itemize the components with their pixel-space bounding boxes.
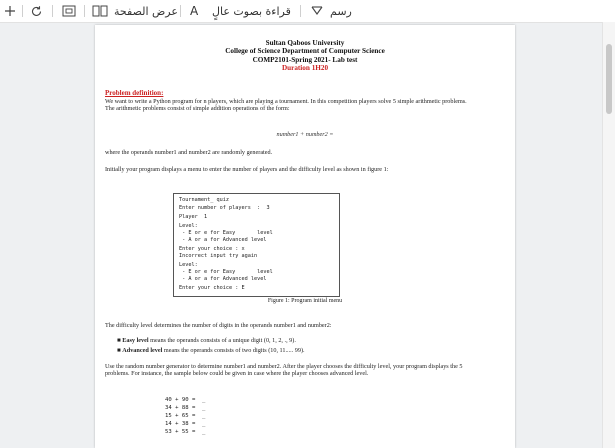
duration-line: Duration 1H20 xyxy=(281,64,329,73)
draw-button[interactable] xyxy=(330,0,352,22)
paragraph: The difficulty level determines the number of digits in the operands number1 and number2: xyxy=(105,322,332,329)
console-line: - A or a for Advanced level xyxy=(179,237,267,243)
header-line: COMP2101-Spring 2021- Lab test xyxy=(252,55,358,64)
toolbar-divider xyxy=(84,5,85,17)
paragraph: where the operands number1 and number2 are randomly generated. xyxy=(105,149,273,156)
console-line: - E or e for Easy level xyxy=(179,230,273,236)
console-line: - E or e for Easy level xyxy=(179,269,273,275)
sample-problem: 15 + 65 = _ xyxy=(165,413,206,419)
console-line: Level: xyxy=(179,223,198,229)
sample-problem: 34 + 88 = _ xyxy=(165,405,206,411)
console-line: Enter your choice : x xyxy=(179,246,245,252)
toolbar-divider xyxy=(300,5,301,17)
document-header xyxy=(95,39,515,73)
console-line: Incorrect input try again xyxy=(179,253,258,259)
header-line: Sultan Qaboos University xyxy=(265,39,345,47)
toolbar-divider xyxy=(180,5,181,17)
header-line: College of Science Department of Computer Science xyxy=(225,47,385,56)
paragraph: We want to write a Python program for n players, which are playing a tournament. In this competition players solve 5 simple arithmetic problems. The arithmetic problems consist of simple addition operations of the form: xyxy=(105,98,467,113)
console-line: - A or a for Advanced level xyxy=(179,276,267,282)
console-line: Level: xyxy=(179,262,198,268)
formula: number1 + number2 = xyxy=(276,131,334,138)
console-line: Player 1 xyxy=(179,214,208,220)
vertical-scrollbar[interactable] xyxy=(602,22,615,448)
text-size-button[interactable] xyxy=(190,0,198,22)
figure-caption: Figure 1: Program initial menu xyxy=(267,298,343,304)
draw-label: رسم xyxy=(330,4,352,18)
text-size-icon: A xyxy=(190,4,199,18)
bullet-icon: ■ xyxy=(117,347,123,354)
console-line: Enter your choice : E xyxy=(179,285,245,291)
page-view-button[interactable] xyxy=(114,0,178,22)
bullet-text: means the operands consists of two digits (10, 11..... 99). xyxy=(162,347,305,354)
toolbar-divider xyxy=(52,5,53,17)
sample-problem: 53 + 55 = _ xyxy=(165,429,206,435)
bullet-item xyxy=(117,337,296,344)
two-page-icon[interactable] xyxy=(92,0,108,22)
fit-page-icon[interactable] xyxy=(62,0,76,22)
page-view-label: عرض الصفحة xyxy=(114,4,178,18)
sample-problem: 40 + 90 = _ xyxy=(165,397,206,403)
bullet-bold: Advanced level xyxy=(122,347,163,354)
highlighter-icon[interactable] xyxy=(310,0,324,22)
paragraph: Use the random number generator to determine number1 and number2. After the player chooses the difficulty level, your program displays the 5 problems. For instance, the sample below could be given in case where the player chooses advanced level. xyxy=(105,363,463,378)
toolbar-divider xyxy=(22,5,23,17)
sample-problem: 14 + 38 = _ xyxy=(165,421,206,427)
bullet-icon: ■ xyxy=(117,337,123,344)
bullet-bold: Easy level xyxy=(122,337,149,344)
bullet-item xyxy=(117,347,305,354)
bullet-text: means the operands consists of a unique digit (0, 1, 2, ., 9). xyxy=(148,337,296,344)
paragraph: Initially your program displays a menu to enter the number of players and the difficulty level as shown in figure 1: xyxy=(105,166,389,173)
plus-icon[interactable] xyxy=(4,0,16,22)
section-title: Problem definition: xyxy=(105,89,164,97)
console-line: Tournament_ quiz xyxy=(179,197,229,203)
rotate-icon[interactable] xyxy=(30,0,43,22)
document-page xyxy=(95,25,515,448)
read-aloud-label: قراءة بصوت عالٍ xyxy=(212,4,291,18)
console-line: Enter number of players : 3 xyxy=(179,205,270,211)
console-figure xyxy=(173,193,340,297)
reader-toolbar xyxy=(0,0,615,23)
read-aloud-button[interactable] xyxy=(212,0,291,22)
scrollbar-thumb[interactable] xyxy=(606,44,612,114)
